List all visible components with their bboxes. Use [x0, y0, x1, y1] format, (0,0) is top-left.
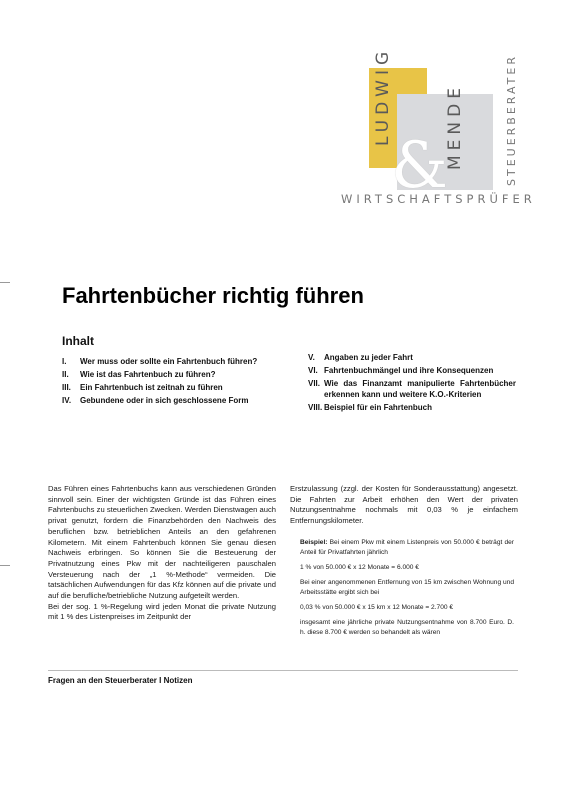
logo-side-text: STEUERBERATER [505, 54, 518, 186]
body-paragraph: Bei der sog. 1 %-Regelung wird jeden Monat die private Nutzung mit 1 % des Listenpreises im Zeitpunkt der [48, 601, 276, 622]
toc-item[interactable] [62, 383, 258, 394]
toc-right [308, 353, 516, 416]
body-column-right [290, 484, 518, 527]
example-calc-1: 1 % von 50.000 € x 12 Monate = 6.000 € [300, 564, 419, 571]
toc-item[interactable] [308, 366, 516, 377]
example-mid: Bei einer angenommenen Entfernung von 15 km zwischen Wohnung und Arbeitsstätte ergibt sich bei [300, 579, 514, 596]
example-intro: Bei einem Pkw mit einem Listenpreis von 50.000 € beträgt der Anteil für Privatfahrten jährlich [300, 539, 514, 556]
example-calc-2: 0,03 % von 50.000 € x 15 km x 12 Monate = 2.700 € [300, 604, 454, 611]
toc-item[interactable] [62, 357, 258, 368]
toc-item-number: V. [308, 353, 315, 362]
toc-item-label: Wie das Finanzamt manipulierte Fahrtenbücher erkennen kann und weitere K.O.-Kriterien [324, 379, 516, 399]
company-logo [335, 46, 536, 222]
footer-text: Fragen an den Steuerberater I Notizen [48, 676, 193, 685]
toc-item-number: II. [62, 370, 69, 379]
example-label: Beispiel: [300, 539, 328, 546]
logo-brand-bottom: MENDE [445, 83, 465, 170]
toc-item-number: IV. [62, 396, 72, 405]
toc-item[interactable] [62, 370, 258, 381]
margin-tick [0, 282, 10, 283]
logo-subtitle: WIRTSCHAFTSPRÜFER [341, 192, 536, 206]
toc-item[interactable] [308, 403, 516, 414]
body-paragraph: Das Führen eines Fahrtenbuchs kann aus verschiedenen Gründen sinnvoll sein. Einer der wichtigsten Gründe ist das Führen eines Fahrtenbuchs zu steuerlichen Zwecken. Werden Dienstwagen auch privat genutzt, fordern die Finanzbehörden den Nachweis des beruflichen bzw. betrieblichen Anteils an den gefahrenen Kilometern. Mit einem Fahrtenbuch können Sie genau diesen Nachweis erbringen. So können Sie die Besteuerung der Privatnutzung eines Pkw mit der nachteiligeren pauschalen Versteuerung nach der „1 %-Methode“ vermeiden. Die tatsächlichen Aufwendungen für das Kfz können auf die private und auf die berufliche/betriebliche Nutzung aufgeteilt werden. [48, 484, 276, 601]
toc-heading: Inhalt [62, 334, 94, 348]
toc-item-number: I. [62, 357, 67, 366]
example-end: insgesamt eine jährliche private Nutzungsentnahme von 8.700 Euro. D. h. diese 8.700 € werden so behandelt als wären [300, 619, 514, 636]
toc-item-label: Wie ist das Fahrtenbuch zu führen? [80, 370, 216, 379]
toc-item-label: Angaben zu jeder Fahrt [324, 353, 413, 362]
toc-item[interactable] [308, 353, 516, 364]
toc-left [62, 357, 258, 409]
body-column-left [48, 484, 276, 623]
example-box [300, 538, 514, 638]
page-title: Fahrtenbücher richtig führen [62, 283, 364, 308]
toc-item-label: Gebundene oder in sich geschlossene Form [80, 396, 249, 405]
toc-item-label: Ein Fahrtenbuch ist zeitnah zu führen [80, 383, 223, 392]
toc-item[interactable] [62, 396, 258, 407]
toc-item-label: Fahrtenbuchmängel und ihre Konsequenzen [324, 366, 494, 375]
toc-item-number: VII. [308, 379, 321, 388]
toc-item[interactable] [308, 379, 516, 400]
toc-item-number: VI. [308, 366, 318, 375]
body-paragraph: Erstzulassung (zzgl. der Kosten für Sonderausstattung) angesetzt. Die Fahrten zur Arbeit erhöhen den Wert der privaten Nutzungsentnahme nochmals mit 0,03 % je einfachem Entfernungskilometer. [290, 484, 518, 526]
margin-tick [0, 565, 10, 566]
toc-item-number: III. [62, 383, 71, 392]
toc-item-number: VIII. [308, 402, 323, 412]
toc-item-label: Beispiel für ein Fahrtenbuch [324, 402, 433, 412]
logo-ampersand: & [391, 129, 448, 203]
footer-divider [48, 670, 518, 671]
logo-brand-top: LUDWIG [373, 46, 393, 146]
toc-item-label: Wer muss oder sollte ein Fahrtenbuch führen? [80, 357, 258, 366]
